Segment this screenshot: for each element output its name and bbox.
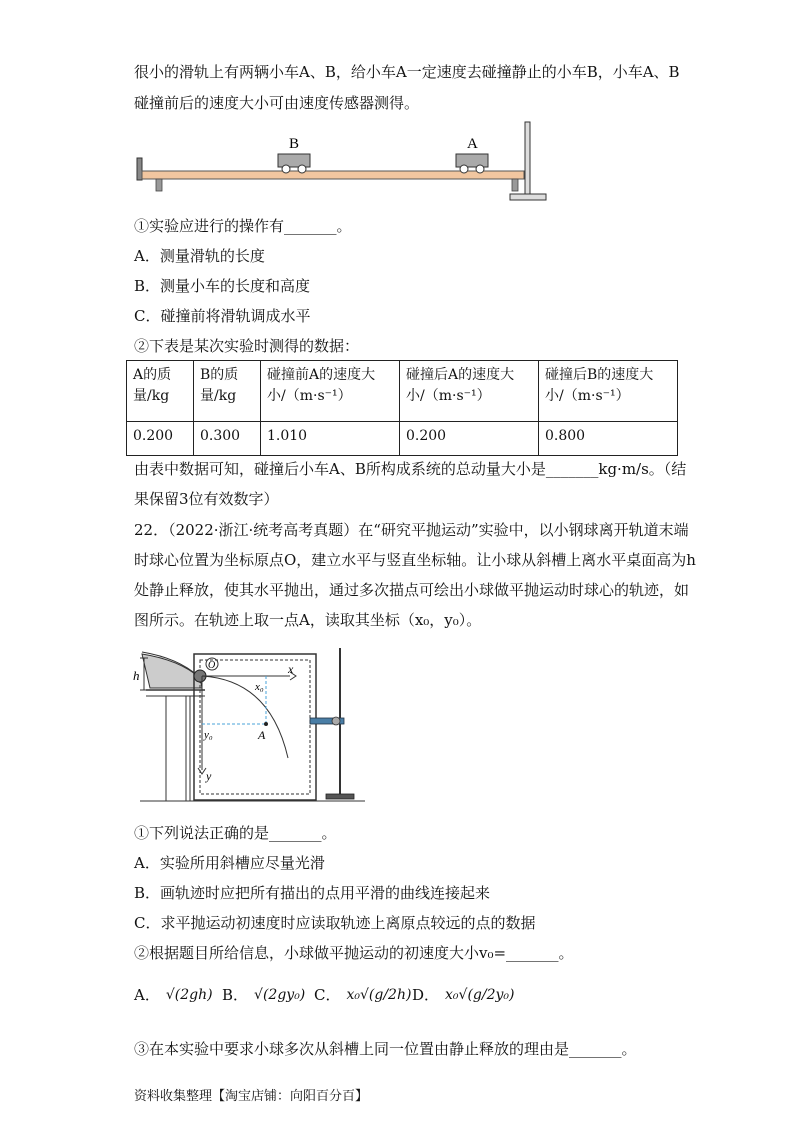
footer: 资料收集整理【淘宝店铺：向阳百分百】 (134, 1089, 369, 1104)
answer-option-c (314, 984, 411, 1005)
q22-option-b: B．画轨迹时应把所有描出的点用平滑的曲线连接起来 (134, 884, 491, 902)
answer-option-label: C． (314, 986, 341, 1004)
answer-option-label: D． (412, 986, 440, 1004)
table-header-cell: 碰撞后A的速度大 小/（m·s⁻¹） (400, 361, 539, 422)
answer-option-expr: x₀√(g/2h) (346, 986, 412, 1003)
x-axis-label: x (288, 662, 294, 676)
table-cell: 0.200 (400, 422, 539, 456)
answer-option-d (412, 984, 515, 1005)
y-axis-label: y (206, 769, 212, 783)
q21-part2: ②下表是某次实验时测得的数据： (134, 337, 360, 355)
table-cell: 0.300 (194, 422, 261, 456)
cart-b (278, 154, 310, 173)
stand-pole (525, 122, 530, 194)
x0-label: x₀ (255, 681, 264, 693)
table-header-cell: B的质 量/kg (194, 361, 261, 422)
table-cell: 1.010 (261, 422, 400, 456)
answer-option-a (134, 984, 213, 1005)
table-cell: 0.200 (127, 422, 194, 456)
q22-part1: ①下列说法正确的是_______。 (134, 824, 337, 842)
answer-option-expr: √(2gh) (165, 986, 213, 1003)
cart-b-label: B (289, 136, 300, 152)
table-header-row (127, 361, 678, 422)
h-label: h (133, 668, 140, 683)
q22-line-2: 时球心位置为坐标原点O，建立水平与竖直坐标轴。让小球从斜槽上离水平桌面高为h (134, 551, 696, 569)
track-leg (512, 179, 518, 191)
intro-line-1: 很小的滑轨上有两辆小车A、B，给小车A一定速度去碰撞静止的小车B，小车A、B (134, 63, 680, 81)
point-a (264, 722, 268, 726)
q21-option-a: A．测量滑轨的长度 (134, 247, 265, 265)
q21-conclusion-2: 果保留3位有效数字） (134, 490, 279, 508)
answer-option-label: A． (134, 986, 160, 1004)
cart-a-label: A (467, 136, 478, 152)
left-stopper (137, 158, 142, 180)
table-row (127, 422, 678, 456)
table-header-cell: A的质 量/kg (127, 361, 194, 422)
q21-option-c: C．碰撞前将滑轨调成水平 (134, 307, 311, 325)
intro-line-2: 碰撞前后的速度大小可由速度传感器测得。 (134, 94, 420, 112)
track-leg (156, 179, 162, 191)
stand-base (510, 194, 546, 200)
q22-line-3: 处静止释放，使其水平抛出，通过多次描点可绘出小球做平抛运动时球心的轨迹，如 (134, 581, 690, 599)
trajectory (202, 676, 288, 758)
projectile-figure (130, 640, 370, 808)
q22-option-a: A．实验所用斜槽应尽量光滑 (134, 854, 325, 872)
q22-line-1: 22．（2022·浙江·统考高考真题）在“研究平抛运动”实验中，以小钢球离开轨道末端 (134, 521, 689, 539)
y0-label: y₀ (204, 729, 213, 741)
q22-option-c: C．求平抛运动初速度时应读取轨迹上离原点较远的点的数据 (134, 914, 536, 932)
track-figure (130, 118, 550, 208)
table-header-cell: 碰撞前A的速度大 小/（m·s⁻¹） (261, 361, 400, 422)
cart-a (456, 154, 488, 173)
table-cell: 0.800 (539, 422, 678, 456)
table-header-cell: 碰撞后B的速度大 小/（m·s⁻¹） (539, 361, 678, 422)
q22-part2: ②根据题目所给信息，小球做平抛运动的初速度大小v₀=_______。 (134, 944, 574, 962)
q22-line-4: 图所示。在轨迹上取一点A，读取其坐标（x₀，y₀）。 (134, 611, 482, 629)
ramp (142, 654, 202, 688)
data-table (126, 360, 678, 456)
answer-option-expr: x₀√(g/2y₀) (445, 986, 515, 1003)
q21-part1: ①实验应进行的操作有_______。 (134, 217, 352, 235)
q21-conclusion-1: 由表中数据可知，碰撞后小车A、B所构成系统的总动量大小是_______kg·m/s。（结 (134, 460, 687, 478)
answer-option-b (222, 984, 305, 1005)
answer-option-label: B． (222, 986, 249, 1004)
q21-option-b: B．测量小车的长度和高度 (134, 277, 311, 295)
origin-label: O (208, 660, 216, 671)
answer-option-expr: √(2gy₀) (254, 986, 306, 1003)
q22-part3: ③在本实验中要求小球多次从斜槽上同一位置由静止释放的理由是_______。 (134, 1040, 637, 1058)
point-a-label: A (258, 728, 266, 742)
